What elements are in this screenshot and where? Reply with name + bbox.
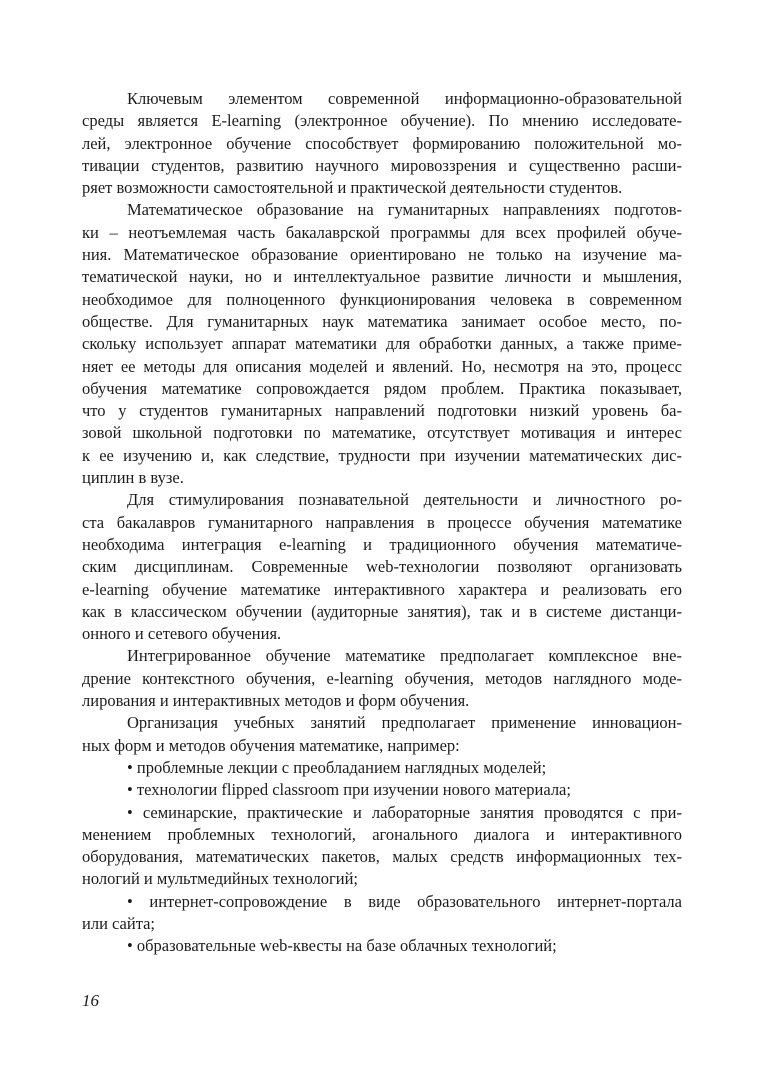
text-line: лей, электронное обучение способствует формированию положительной мо- — [82, 133, 682, 153]
paragraph-first-line: Ключевым элементом современной информационно-образовательной — [127, 89, 682, 108]
bullet-item: • семинарские, практические и лабораторные занятия проводятся с при- — [127, 802, 682, 822]
bullet-item: • технологии flipped classroom при изучении нового материала; — [127, 780, 571, 800]
bullet-item: • образовательные web-квесты на базе облачных технологий; — [127, 936, 557, 956]
paragraph-first-line: Интегрированное обучение математике предполагает комплексное вне- — [127, 646, 682, 666]
text-line: обществе. Для гуманитарных наук математика занимает особое место, по- — [82, 311, 682, 331]
text-line: среды является E-learning (электронное обучение). По мнению исследовате- — [82, 111, 682, 131]
text-line: ским дисциплинам. Современные web-технологии позволяют организовать — [82, 557, 682, 577]
text-line: как в классическом обучении (аудиторные занятия), так и в системе дистанци- — [82, 601, 682, 621]
text-line: тивации студентов, развитию научного мировоззрения и существенно расши- — [82, 155, 682, 175]
text-line: няет ее методы для описания моделей и явлений. Но, несмотря на это, процесс — [82, 356, 682, 376]
text-line: дрение контекстного обучения, e-learning обучения, методов наглядного моде- — [82, 668, 682, 688]
text-line: необходима интеграция e-learning и традиционного обучения математиче- — [82, 534, 682, 554]
text-line: ки – неотъемлемая часть бакалаврской программы для всех профилей обуче- — [82, 222, 682, 242]
text-line: к ее изучению и, как следствие, трудности при изучении математических дис- — [82, 445, 682, 465]
paragraph-first-line: Для стимулирования познавательной деятельности и личностного ро- — [127, 490, 682, 510]
bullet-item: • интернет-сопровождение в виде образовательного интернет-портала — [127, 891, 682, 911]
text-line: что у студентов гуманитарных направлений подготовки низкий уровень ба- — [82, 401, 682, 421]
text-line: тематической науки, но и интеллектуальное развитие личности и мышления, — [82, 267, 682, 287]
paragraph-first-line: Организация учебных занятий предполагает применение инновацион- — [127, 713, 682, 733]
text-line: ста бакалавров гуманитарного направления в процессе обучения математике — [82, 512, 682, 532]
text-line: оборудования, математических пакетов, малых средств информационных тех- — [82, 847, 682, 867]
page-number: 16 — [82, 991, 99, 1010]
paragraph-last-line: или сайта; — [82, 913, 156, 933]
text-line: обучения математике сопровождается рядом проблем. Практика показывает, — [82, 378, 682, 398]
paragraph-last-line: ных форм и методов обучения математике, например: — [82, 735, 460, 755]
paragraph-last-line: онного и сетевого обучения. — [82, 624, 282, 644]
text-line: зовой школьной подготовки по математике, отсутствует мотивация и интерес — [82, 423, 682, 443]
text-line: необходимое для полноценного функционирования человека в современном — [82, 289, 682, 309]
text-line: ния. Математическое образование ориентировано не только на изучение ма- — [82, 245, 682, 265]
paragraph-last-line: лирования и интерактивных методов и форм обучения. — [82, 691, 470, 711]
bullet-item: • проблемные лекции с преобладанием наглядных моделей; — [127, 757, 547, 777]
paragraph-first-line: Математическое образование на гуманитарных направлениях подготов- — [127, 200, 682, 220]
text-line: скольку использует аппарат математики для обработки данных, а также приме- — [82, 334, 682, 354]
body-text — [82, 88, 682, 958]
paragraph-last-line: циплин в вузе. — [82, 468, 184, 488]
paragraph-last-line: нологий и мультмедийных технологий; — [82, 869, 358, 889]
text-line: e-learning обучение математике интерактивного характера и реализовать его — [82, 579, 682, 599]
text-line: менением проблемных технологий, агонального диалога и интерактивного — [82, 824, 682, 844]
paragraph-last-line: ряет возможности самостоятельной и практической деятельности студентов. — [82, 178, 623, 198]
